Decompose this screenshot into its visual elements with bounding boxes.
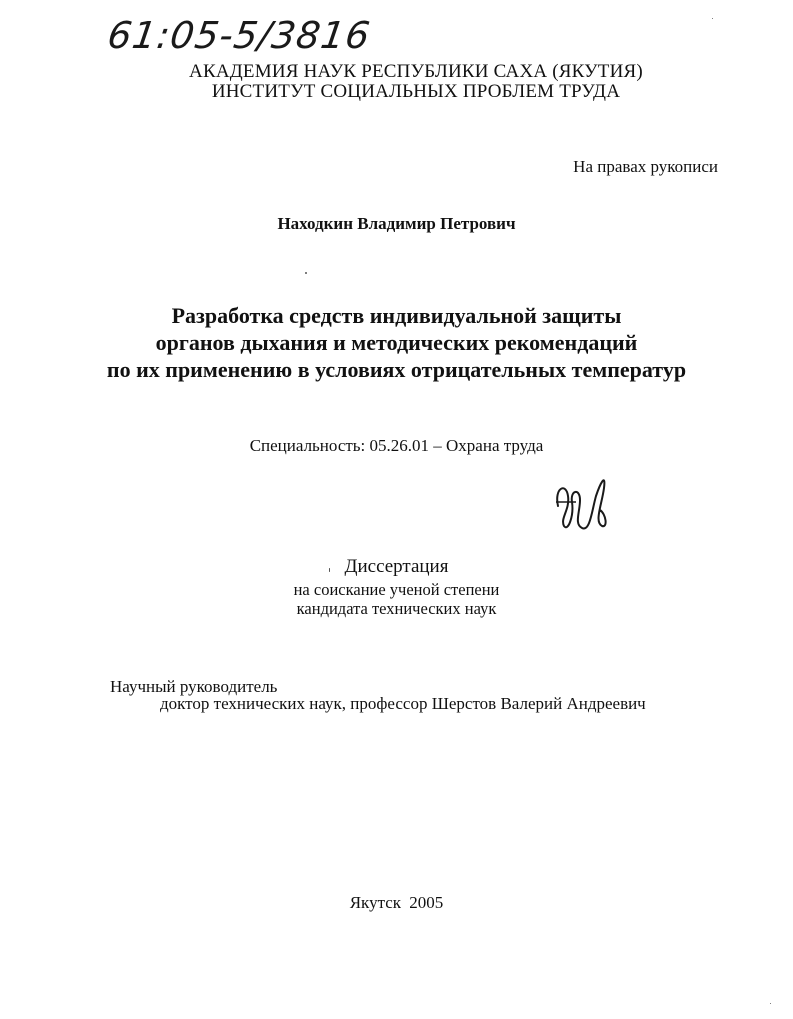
academy-name: АКАДЕМИЯ НАУК РЕСПУБЛИКИ САХА (ЯКУТИЯ) xyxy=(189,61,643,82)
place-and-year: Якутск 2005 xyxy=(349,893,444,912)
archive-number-handwritten: 61:05-5/3816 xyxy=(104,14,374,57)
title-line-1: Разработка средств индивидуальной защиты xyxy=(171,303,622,328)
author-name: Находкин Владимир Петрович xyxy=(277,214,516,233)
title-line-3: по их применению в условиях отрицательных температур xyxy=(106,357,687,382)
dissertation-title xyxy=(0,302,793,383)
scan-speck xyxy=(305,272,307,274)
institute-name: ИНСТИТУТ СОЦИАЛЬНЫХ ПРОБЛЕМ ТРУДА xyxy=(211,81,621,102)
degree-line-1: на соискание ученой степени xyxy=(293,580,500,599)
specialty: Специальность: 05.26.01 – Охрана труда xyxy=(249,436,544,455)
scan-speck xyxy=(770,1003,771,1004)
advisor-name: доктор технических наук, профессор Шерстов Валерий Андреевич xyxy=(160,694,646,713)
degree-line-2: кандидата технических наук xyxy=(296,599,497,618)
manuscript-note: На правах рукописи xyxy=(573,157,718,176)
signature-icon xyxy=(552,466,622,538)
scan-speck xyxy=(712,18,713,19)
work-type: Диссертация xyxy=(344,556,449,577)
title-line-2: органов дыхания и методических рекомендаций xyxy=(155,330,638,355)
advisor-label: Научный руководитель xyxy=(110,677,278,696)
